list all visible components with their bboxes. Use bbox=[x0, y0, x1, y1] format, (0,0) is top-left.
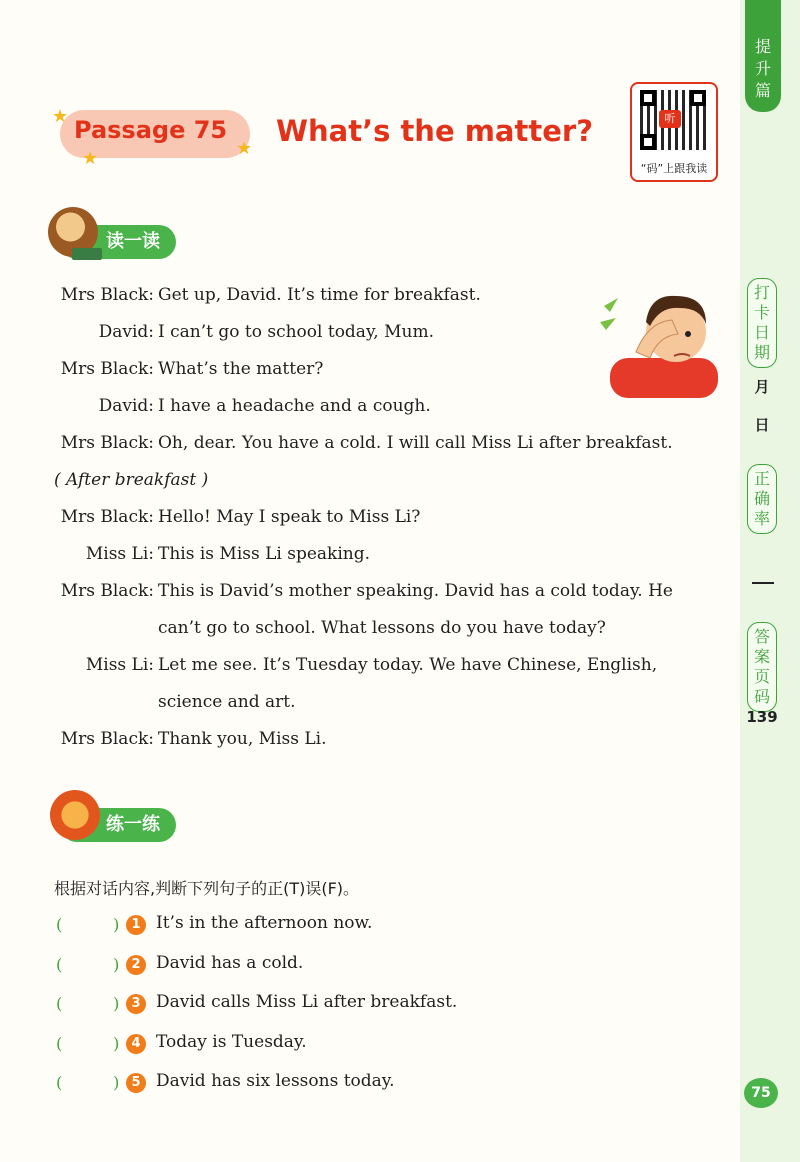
star-icon: ★ bbox=[82, 148, 99, 169]
stage-direction: ( After breakfast ) bbox=[54, 470, 209, 490]
question-text: David has a cold. bbox=[156, 953, 304, 973]
lion-mascot-icon bbox=[50, 790, 100, 840]
month-label: 月 bbox=[754, 378, 770, 396]
checkin-date-box bbox=[747, 278, 777, 368]
question-text: David has six lessons today. bbox=[156, 1071, 395, 1091]
speaker-label: Mrs Black: bbox=[60, 581, 154, 601]
dialogue-line: Thank you, Miss Li. bbox=[158, 729, 327, 749]
section-tab-label: 提升篇 bbox=[755, 37, 772, 100]
day-label: 日 bbox=[754, 416, 770, 434]
star-icon: ★ bbox=[236, 138, 253, 159]
sick-boy-illustration bbox=[596, 282, 718, 398]
question-text: It’s in the afternoon now. bbox=[156, 913, 373, 933]
question-text: David calls Miss Li after breakfast. bbox=[156, 992, 458, 1012]
question-number-badge: 2 bbox=[126, 955, 146, 975]
speaker-label: Mrs Black: bbox=[60, 729, 154, 749]
qr-code-card[interactable] bbox=[630, 82, 718, 182]
answer-blank[interactable]: ( ) bbox=[56, 955, 120, 974]
qr-label: “码”上跟我读 bbox=[640, 162, 708, 175]
star-icon: ★ bbox=[52, 106, 69, 127]
answer-page-box bbox=[747, 622, 777, 712]
accuracy-box bbox=[747, 464, 777, 534]
speaker-label: Mrs Black: bbox=[60, 433, 154, 453]
answer-page-label: 答案页码 bbox=[754, 627, 771, 706]
question-text: Today is Tuesday. bbox=[156, 1032, 307, 1052]
dialogue-line: What’s the matter? bbox=[158, 359, 324, 379]
speaker-label: David: bbox=[98, 322, 154, 342]
dialogue-line: I can’t go to school today, Mum. bbox=[158, 322, 434, 342]
speaker-label: Mrs Black: bbox=[60, 507, 154, 527]
dialogue-line: can’t go to school. What lessons do you have today? bbox=[158, 618, 606, 638]
question-number-badge: 1 bbox=[126, 915, 146, 935]
dialogue-line: Let me see. It’s Tuesday today. We have Chinese, English, bbox=[158, 655, 658, 675]
qr-finder-pattern bbox=[640, 90, 656, 106]
dialogue-line: Get up, David. It’s time for breakfast. bbox=[158, 285, 481, 305]
passage-number: Passage 75 bbox=[74, 116, 228, 144]
section-tab bbox=[745, 0, 781, 112]
accuracy-blank-line bbox=[752, 582, 774, 584]
qr-finder-pattern bbox=[640, 134, 656, 150]
page-number-badge: 75 bbox=[744, 1078, 778, 1108]
accuracy-label: 正确率 bbox=[754, 469, 771, 528]
question-number-badge: 5 bbox=[126, 1073, 146, 1093]
dialogue-line: I have a headache and a cough. bbox=[158, 396, 431, 416]
dialogue-line: This is David’s mother speaking. David has a cold today. He bbox=[158, 581, 673, 601]
dialogue-line: Hello! May I speak to Miss Li? bbox=[158, 507, 421, 527]
speaker-label: Miss Li: bbox=[85, 655, 154, 675]
answer-blank[interactable]: ( ) bbox=[56, 1073, 120, 1092]
read-section-label: 读一读 bbox=[106, 231, 160, 252]
qr-finder-pattern bbox=[690, 90, 706, 106]
side-tab-strip bbox=[740, 0, 800, 1162]
practice-section-label: 练一练 bbox=[106, 814, 160, 835]
dialogue-line: science and art. bbox=[158, 692, 296, 712]
checkin-date-label: 打卡日期 bbox=[754, 283, 771, 362]
speaker-label: Miss Li: bbox=[85, 544, 154, 564]
dialogue-line: Oh, dear. You have a cold. I will call Miss Li after breakfast. bbox=[158, 433, 673, 453]
passage-title: What’s the matter? bbox=[276, 114, 594, 148]
answer-blank[interactable]: ( ) bbox=[56, 994, 120, 1013]
question-number-badge: 4 bbox=[126, 1034, 146, 1054]
speaker-label: Mrs Black: bbox=[60, 359, 154, 379]
exercise-instruction: 根据对话内容,判断下列句子的正(T)误(F)。 bbox=[54, 879, 360, 898]
answer-blank[interactable]: ( ) bbox=[56, 1034, 120, 1053]
speaker-label: Mrs Black: bbox=[60, 285, 154, 305]
answer-blank[interactable]: ( ) bbox=[56, 915, 120, 934]
qr-listen-badge: 听 bbox=[659, 110, 681, 128]
dialogue-line: This is Miss Li speaking. bbox=[158, 544, 371, 564]
book-icon bbox=[72, 248, 102, 260]
answer-page-number: 139 bbox=[746, 708, 778, 726]
speaker-label: David: bbox=[98, 396, 154, 416]
question-number-badge: 3 bbox=[126, 994, 146, 1014]
